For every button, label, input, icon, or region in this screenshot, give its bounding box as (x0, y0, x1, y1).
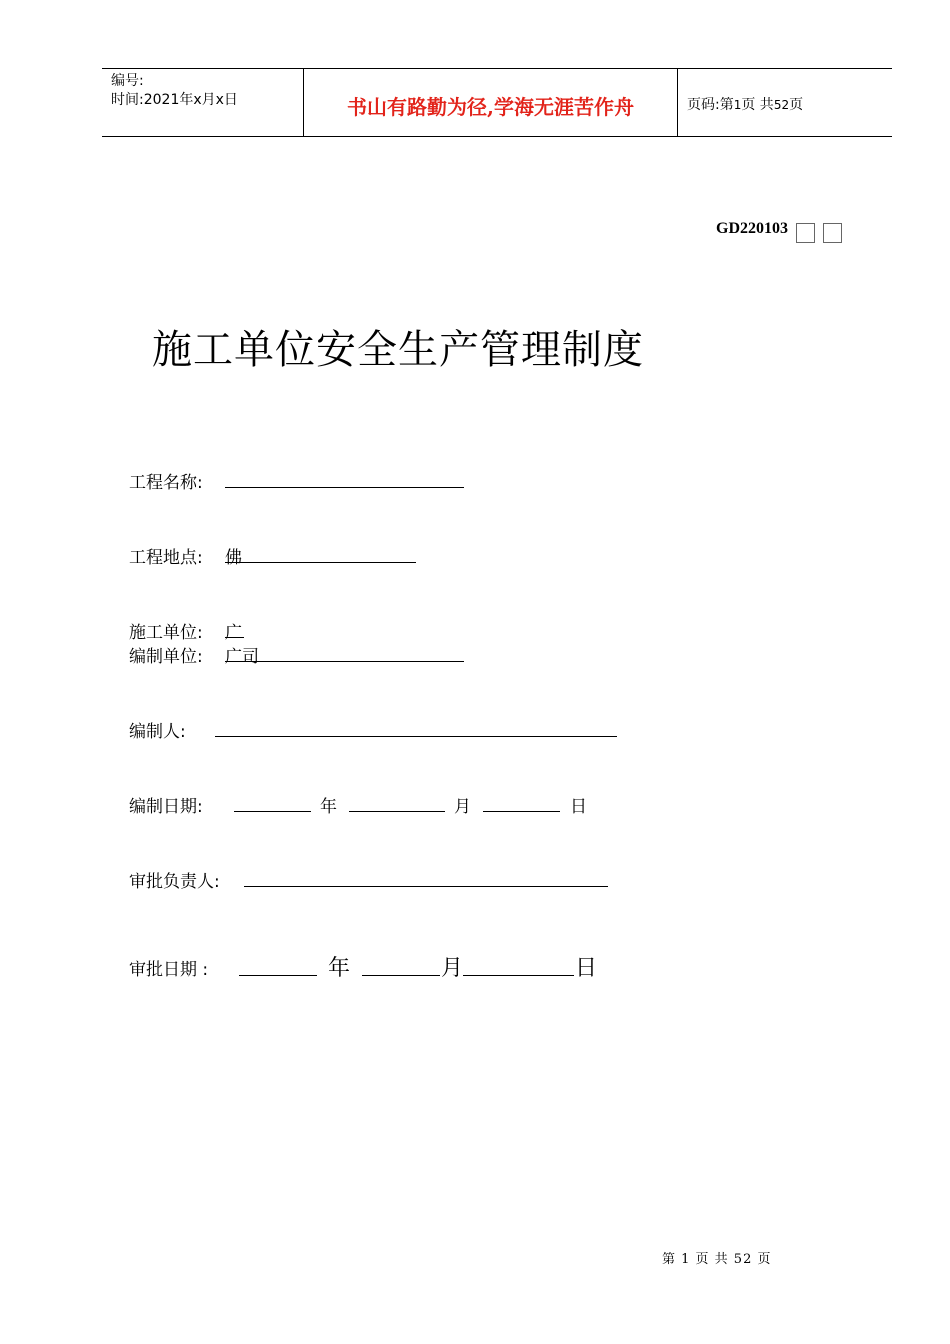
approve-date-label: 审批日期 : (129, 960, 209, 980)
project-location-field[interactable] (225, 562, 416, 563)
header-left-cell (102, 69, 304, 136)
construction-unit-label: 施工单位: (129, 623, 203, 643)
page-suffix: 页 (789, 97, 804, 113)
compile-unit-field[interactable] (225, 661, 464, 662)
compile-month-field[interactable] (349, 811, 445, 812)
page-footer: 第 1 页 共 52 页 (662, 1252, 772, 1267)
page-indicator (687, 94, 803, 114)
project-location-value: 佛 (225, 548, 242, 568)
number-label: 编号: (111, 73, 144, 89)
approve-day-field[interactable] (463, 975, 574, 976)
compile-date-label: 编制日期: (129, 797, 203, 817)
approve-day-label: 日 (575, 956, 598, 981)
page-current: 1 (733, 98, 742, 112)
compiler-field[interactable] (215, 736, 617, 737)
page-mid: 页 共 (741, 97, 774, 113)
page-prefix: 页码:第 (687, 97, 734, 113)
construction-unit-value: 广 (225, 623, 242, 643)
code-checkbox-1[interactable] (796, 223, 815, 243)
document-title: 施工单位安全生产管理制度 (152, 327, 644, 373)
approve-month-field[interactable] (362, 975, 440, 976)
approver-field[interactable] (244, 886, 608, 887)
compile-year-label: 年 (320, 797, 337, 817)
construction-unit-field[interactable] (225, 637, 244, 638)
compile-unit-value: 广司 (225, 647, 259, 667)
project-location-label: 工程地点: (129, 548, 203, 568)
approve-month-label: 月 (441, 956, 464, 981)
compiler-label: 编制人: (129, 722, 186, 742)
project-name-field[interactable] (225, 487, 464, 488)
compile-year-field[interactable] (234, 811, 311, 812)
document-code: GD220103 (716, 220, 788, 237)
compile-day-label: 日 (570, 797, 587, 817)
approver-label: 审批负责人: (129, 872, 220, 892)
page-header (102, 68, 892, 137)
page-total: 52 (773, 98, 790, 112)
compile-unit-label: 编制单位: (129, 647, 203, 667)
code-checkbox-2[interactable] (823, 223, 842, 243)
approve-year-label: 年 (328, 956, 351, 981)
compile-day-field[interactable] (483, 811, 560, 812)
header-right-cell (678, 69, 892, 136)
header-middle-cell (304, 69, 678, 136)
time-line: 时间:2021年x月x日 (111, 92, 238, 108)
approve-year-field[interactable] (239, 975, 317, 976)
project-name-label: 工程名称: (129, 473, 203, 493)
compile-month-label: 月 (454, 797, 471, 817)
header-motto: 书山有路勤为径,学海无涯苦作舟 (347, 95, 634, 119)
